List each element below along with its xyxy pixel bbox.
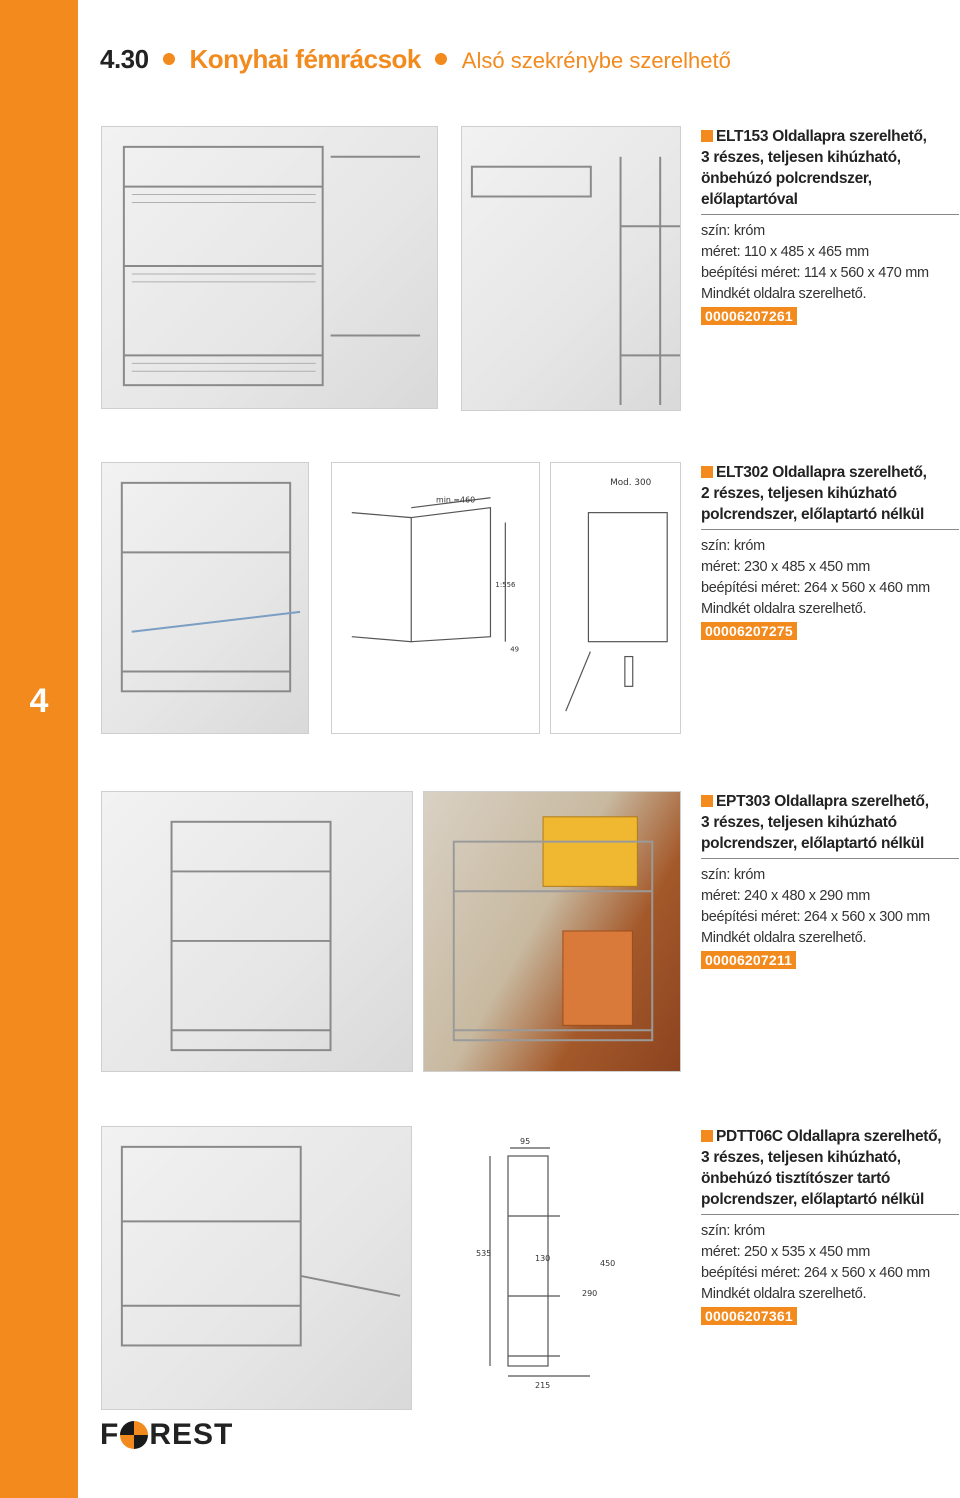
product-install-size: beépítési méret: 264 x 560 x 460 mm (701, 580, 930, 596)
product-mount: Mindkét oldalra szerelhető. (701, 601, 867, 617)
product-code: 00006207261 (701, 307, 797, 325)
product-mount: Mindkét oldalra szerelhető. (701, 1286, 867, 1302)
page-title: Konyhai fémrácsok (189, 44, 421, 74)
dim-130-label: 130 (535, 1254, 551, 1263)
section-number: 4.30 (100, 44, 149, 74)
bullet-square-icon (701, 130, 713, 142)
chapter-number: 4 (29, 682, 49, 720)
product-size: méret: 250 x 535 x 450 mm (701, 1244, 870, 1260)
product-desc-elt153 (701, 126, 959, 326)
dim-535-label: 535 (476, 1249, 492, 1258)
forest-logo (100, 1420, 233, 1450)
installation-drawing-elt302 (331, 462, 540, 734)
product-install-size: beépítési méret: 264 x 560 x 460 mm (701, 1265, 930, 1281)
product-heading: ELT302 Oldallapra szerelhető, 2 részes, teljesen kihúzható polcrendszer, előlaptartó nélkül (701, 462, 959, 530)
dim-215-label: 215 (535, 1381, 551, 1390)
product-color: szín: króm (701, 538, 765, 554)
bullet-dot-icon (435, 53, 447, 65)
product-color: szín: króm (701, 223, 765, 239)
page-header (100, 44, 731, 80)
product-desc-pdtt06c (701, 1126, 959, 1326)
product-mount: Mindkét oldalra szerelhető. (701, 930, 867, 946)
product-size: méret: 110 x 485 x 465 mm (701, 244, 869, 260)
side-bar (0, 0, 78, 1498)
bullet-dot-icon (163, 53, 175, 65)
product-color: szín: króm (701, 1223, 765, 1239)
product-heading: ELT153 Oldallapra szerelhető, 3 részes, teljesen kihúzható, önbehúzó polcrendszer, előlaptartóval (701, 126, 959, 215)
product-desc-ept303 (701, 791, 959, 970)
dim-450-label: 450 (600, 1259, 616, 1268)
product-code: 00006207211 (701, 951, 796, 969)
product-detail-elt153 (461, 126, 681, 411)
product-code: 00006207361 (701, 1307, 797, 1325)
product-photo-elt153 (101, 126, 438, 409)
product-desc-elt302 (701, 462, 959, 641)
product-install-size: beépítési méret: 114 x 560 x 470 mm (701, 265, 929, 281)
dimension-drawing-pdtt06c (460, 1126, 681, 1410)
product-photo-ept303 (101, 791, 413, 1072)
product-size: méret: 230 x 485 x 450 mm (701, 559, 870, 575)
mod-label: Mod. 300 (610, 477, 652, 488)
logo-text-left: F (100, 1418, 120, 1451)
dim-95-label: 95 (520, 1137, 531, 1146)
page-subtitle: Alsó szekrénybe szerelhető (461, 48, 731, 73)
dim-290-label: 290 (582, 1289, 598, 1298)
min-dim-label: min.=460 (435, 495, 476, 505)
bullet-square-icon (701, 1130, 713, 1142)
product-mount: Mindkét oldalra szerelhető. (701, 286, 867, 302)
product-heading: PDTT06C Oldallapra szerelhető, 3 részes, teljesen kihúzható, önbehúzó tisztítószer tartó polcrendszer, előlaptartó nélkül (701, 1126, 959, 1215)
product-photo-ept303-cabinet (423, 791, 681, 1072)
logo-o-icon (120, 1421, 148, 1449)
bullet-square-icon (701, 795, 713, 807)
product-code: 00006207275 (701, 622, 797, 640)
bullet-square-icon (701, 466, 713, 478)
product-size: méret: 240 x 480 x 290 mm (701, 888, 870, 904)
product-install-size: beépítési méret: 264 x 560 x 300 mm (701, 909, 930, 925)
product-photo-elt302 (101, 462, 309, 734)
product-photo-pdtt06c (101, 1126, 412, 1410)
side-dim-label: 1:556 (495, 581, 516, 590)
product-heading: EPT303 Oldallapra szerelhető, 3 részes, teljesen kihúzható polcrendszer, előlaptartó nélkül (701, 791, 959, 859)
small-dim-label: 49 (510, 645, 520, 654)
product-color: szín: króm (701, 867, 765, 883)
logo-text-right: REST (149, 1418, 234, 1451)
module-drawing-elt302 (550, 462, 681, 734)
